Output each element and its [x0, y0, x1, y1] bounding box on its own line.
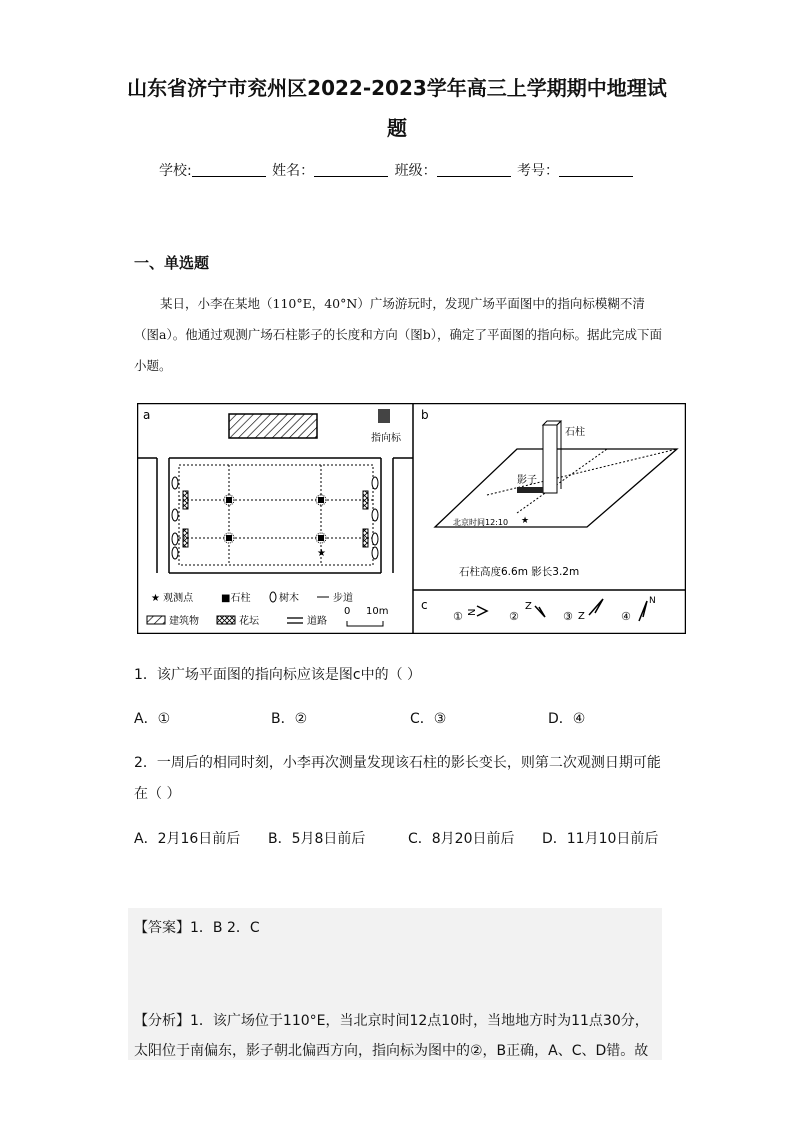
- section-heading: 一、单选题: [134, 254, 210, 272]
- analysis-line-1: 【分析】1．该广场位于110°E，当北京时间12点10时，当地地方时为11点30分，: [134, 1013, 649, 1029]
- name-label: 姓名：: [272, 163, 315, 179]
- legend-viewpoint: ★ 观测点: [151, 593, 194, 604]
- c-option-3: ③: [563, 610, 573, 623]
- panel-b-label: b: [421, 408, 429, 422]
- number-blank[interactable]: [559, 162, 633, 177]
- c-option-1: ①: [453, 610, 463, 623]
- school-label: 学校:: [158, 163, 192, 179]
- legend-road: 道路: [307, 616, 327, 627]
- scale-10: 10m: [366, 606, 389, 617]
- legend-pillar: ■石柱: [221, 593, 251, 604]
- c-arrow-1-icon: N: [467, 608, 478, 616]
- legend-building-icon: [147, 616, 165, 624]
- analysis-line-2: 太阳位于南偏东，影子朝北偏西方向，指向标为图中的②，B正确，A、C、D错。故: [134, 1043, 649, 1059]
- compass-label: 指向标: [371, 433, 401, 444]
- q2-option-c[interactable]: C．8月20日前后: [408, 831, 515, 847]
- number-label: 考号：: [517, 163, 560, 179]
- c-arrow-2-icon: Z: [525, 601, 532, 612]
- scale-0: 0: [344, 606, 351, 617]
- panel-a-label: a: [143, 408, 151, 422]
- time-label: 北京时间12:10: [453, 518, 509, 527]
- q1-option-a[interactable]: A．①: [134, 711, 171, 727]
- question-2-stem-continued: 在（ ）: [134, 786, 181, 802]
- legend-flowerbed-icon: [217, 616, 235, 624]
- pillar-3d: [543, 425, 557, 493]
- figure: [137, 403, 686, 634]
- legend-tree-icon: [270, 592, 276, 602]
- c-option-2: ②: [509, 610, 519, 623]
- legend-tree: 树木: [279, 593, 299, 604]
- pillar-label: 石柱: [565, 427, 585, 438]
- viewpoint-star-icon: ★: [317, 548, 326, 559]
- c-letter-n: N: [649, 596, 656, 606]
- viewpoint-b-star-icon: ★: [521, 516, 530, 526]
- legend-walkway: 步道: [333, 593, 353, 604]
- question-1-stem: 1．该广场平面图的指向标应该是图c中的（ ）: [134, 667, 422, 683]
- compass-icon: [378, 409, 390, 423]
- student-info-line: [0, 160, 794, 180]
- legend-flowerbed: 花坛: [239, 616, 259, 627]
- question-2-stem: 2．一周后的相同时刻，小李再次测量发现该石柱的影长变长，则第二次观测日期可能: [134, 755, 661, 771]
- class-blank[interactable]: [437, 162, 511, 177]
- answer-line: 【答案】1．B 2．C: [134, 920, 260, 936]
- q2-option-b[interactable]: B．5月8日前后: [268, 831, 366, 847]
- panel-b-caption: 石柱高度6.6m 影长3.2m: [459, 566, 580, 578]
- q1-option-b[interactable]: B．②: [271, 711, 308, 727]
- q2-option-d[interactable]: D．11月10日前后: [542, 831, 659, 847]
- class-label: 班级：: [394, 163, 437, 179]
- name-blank[interactable]: [314, 162, 388, 177]
- c-option-4: ④: [621, 610, 631, 623]
- shadow-label: 影子: [517, 475, 537, 486]
- q1-option-d[interactable]: D．④: [548, 711, 586, 727]
- q1-option-c[interactable]: C．③: [410, 711, 447, 727]
- panel-c-label: c: [421, 598, 428, 612]
- intro-paragraph: 某日，小李在某地（110°E，40°N）广场游玩时，发现广场平面图中的指向标模糊不清（图a）。他通过观测广场石柱影子的长度和方向（图b），确定了平面图的指向标。据此完成下面小题。: [134, 296, 662, 373]
- legend-building: 建筑物: [169, 616, 199, 627]
- q2-option-a[interactable]: A．2月16日前后: [134, 831, 241, 847]
- school-blank[interactable]: [192, 162, 266, 177]
- c-arrow-3-icon: Z: [578, 611, 585, 622]
- shadow: [517, 487, 543, 493]
- page-title-continued: 题: [387, 116, 407, 140]
- page-title: 山东省济宁市兖州区2022-2023学年高三上学期期中地理试: [127, 76, 667, 100]
- building-hatched: [229, 414, 317, 438]
